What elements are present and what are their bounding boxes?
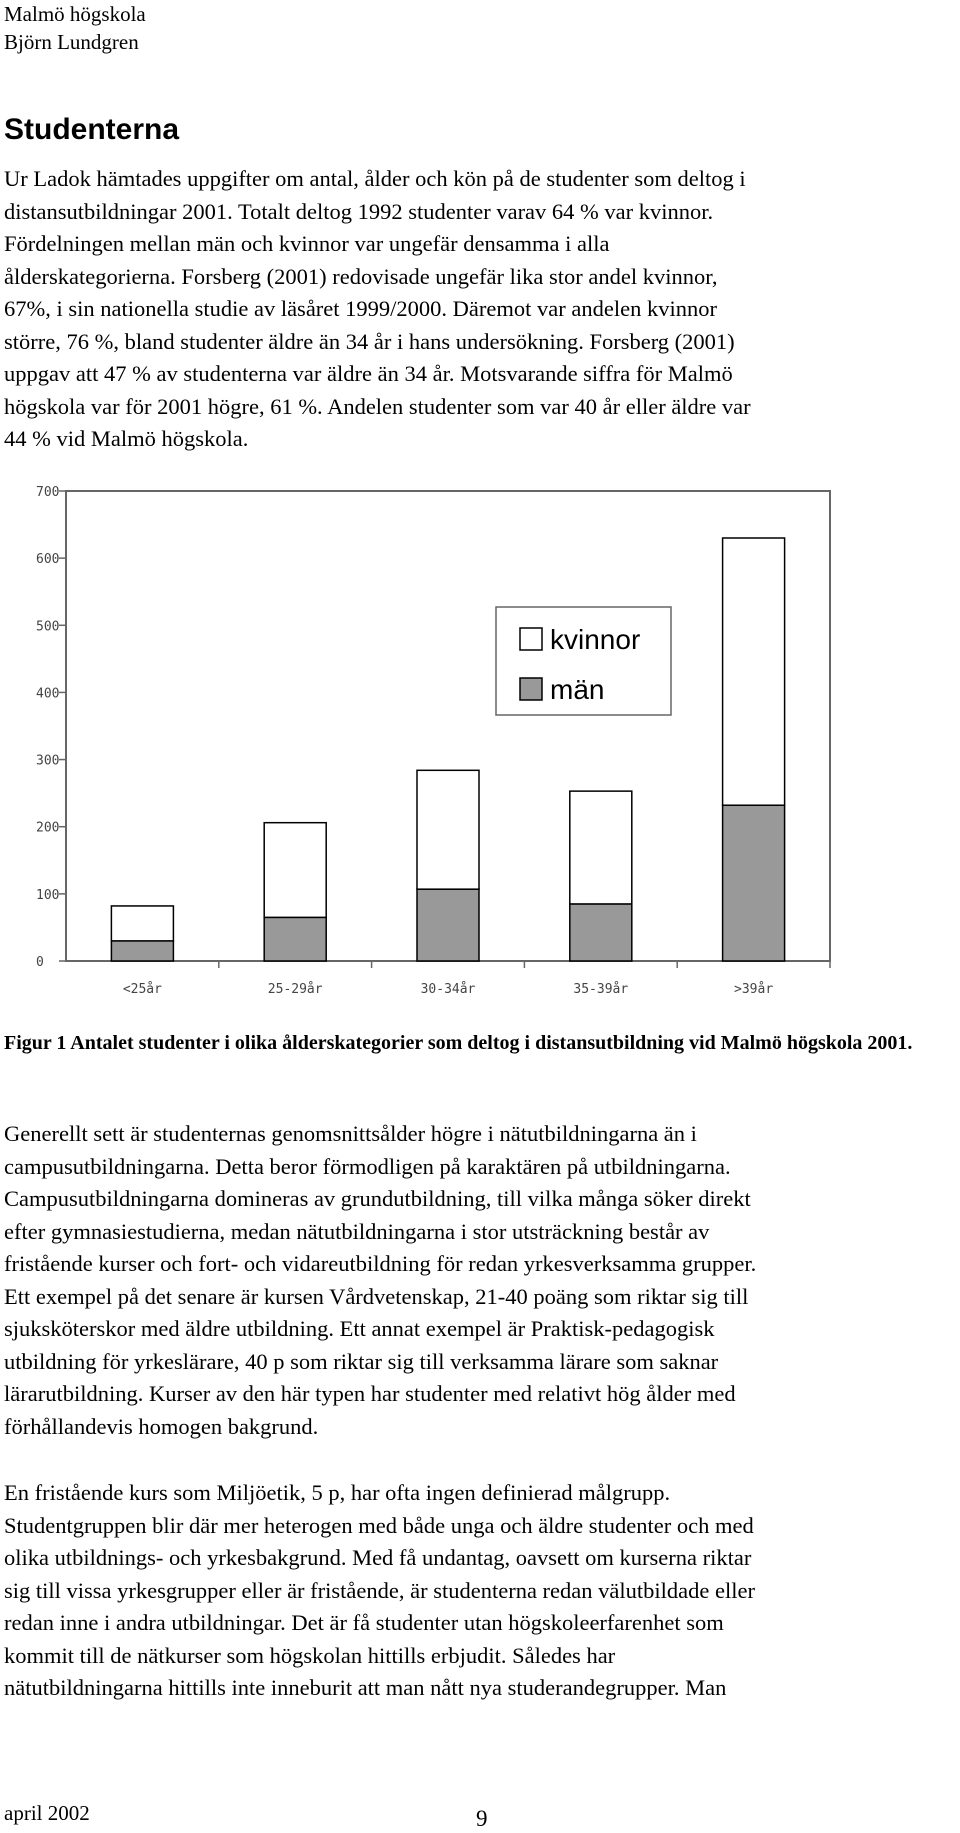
chart bbox=[0, 470, 960, 1010]
bar-man-4 bbox=[723, 805, 785, 961]
y-tick-label: 700 bbox=[36, 485, 60, 500]
page-number: 9 bbox=[476, 1806, 488, 1831]
text-line: 67%, i sin nationella studie av läsåret 1999/2000. Däremot var andelen kvinnor bbox=[4, 296, 717, 321]
text-line: En fristående kurs som Miljöetik, 5 p, har ofta ingen definierad målgrupp. bbox=[4, 1480, 671, 1505]
text-line: fristående kurser och fort- och vidareutbildning för redan yrkesverksamma grupper. bbox=[4, 1251, 757, 1276]
bar-chart bbox=[0, 470, 960, 1010]
text-line: större, 76 %, bland studenter äldre än 34 år i hans undersökning. Forsberg (2001) bbox=[4, 328, 735, 354]
y-tick-label: 300 bbox=[36, 753, 60, 769]
text-line: ålderskategorierna. Forsberg (2001) redovisade ungefär lika stor andel kvinnor, bbox=[4, 263, 718, 289]
text-line: redan inne i andra utbildningar. Det är få studenter utan högskoleerfarenhet som bbox=[4, 1610, 724, 1635]
text-line: Campusutbildningarna domineras av grundutbildning, till vilka många söker direkt bbox=[4, 1186, 751, 1211]
text-line: Studentgruppen blir där mer heterogen med både unga och äldre studenter och med bbox=[4, 1512, 754, 1538]
y-tick-label: 0 bbox=[36, 955, 44, 970]
text-line: högskola var för 2001 högre, 61 %. Andelen studenter som var 40 år eller äldre var bbox=[4, 393, 751, 419]
text-line: nätutbildningarna hittills inte inneburit att man nått nya studerandegrupper. Man bbox=[4, 1675, 727, 1700]
bar-kvinnor-4 bbox=[723, 538, 785, 805]
text-line: efter gymnasiestudierna, medan nätutbildningarna i stor utsträckning består av bbox=[4, 1218, 710, 1244]
text-line: lärarutbildning. Kurser av den här typen har studenter med relativt hög ålder med bbox=[4, 1381, 736, 1406]
text-line: utbildning för yrkeslärare, 40 p som riktar sig till verksamma lärare som saknar bbox=[4, 1348, 719, 1374]
bar-kvinnor-0 bbox=[111, 906, 173, 941]
text-line: Generellt sett är studenternas genomsnittsålder högre i nätutbildningarna än i bbox=[4, 1121, 697, 1146]
x-tick-label: 25-29år bbox=[267, 982, 323, 997]
section-title: Studenterna bbox=[4, 113, 180, 146]
legend-swatch-kvinnor bbox=[520, 628, 542, 650]
text-line: olika utbildnings- och yrkesbakgrund. Med få undantag, oavsett om kurserna riktar bbox=[4, 1545, 752, 1570]
figure-caption: Figur 1 Antalet studenter i olika ålderskategorier som deltog i distansutbildning vid Malmö högskola 2001. bbox=[4, 1032, 913, 1054]
bar-man-2 bbox=[417, 889, 479, 961]
bar-kvinnor-1 bbox=[264, 823, 326, 918]
y-tick-label: 400 bbox=[36, 686, 60, 702]
text-line: Ur Ladok hämtades uppgifter om antal, ålder och kön på de studenter som deltog i bbox=[4, 166, 746, 191]
legend-label: män bbox=[550, 674, 605, 705]
text-line: Fördelningen mellan män och kvinnor var ungefär densamma i alla bbox=[4, 231, 610, 256]
bar-man-1 bbox=[264, 917, 326, 961]
page-header bbox=[4, 0, 146, 56]
paragraph-2 bbox=[4, 1118, 956, 1443]
text-line: 44 % vid Malmö högskola. bbox=[4, 426, 249, 451]
text-line: kommit till de nätkurser som högskolan hittills erbjudit. Således har bbox=[4, 1642, 616, 1668]
x-tick-label: >39år bbox=[734, 982, 774, 997]
text-line: uppgav att 47 % av studenterna var äldre än 34 år. Motsvarande siffra för Malmö bbox=[4, 361, 733, 386]
y-tick-label: 600 bbox=[36, 552, 60, 568]
x-tick-label: 35-39år bbox=[573, 982, 629, 997]
text-line: sjuksköterskor med äldre utbildning. Ett annat exempel är Praktisk-pedagogisk bbox=[4, 1316, 715, 1341]
legend-swatch-man bbox=[520, 678, 542, 700]
header-institution: Malmö högskola bbox=[4, 2, 146, 26]
text-line: sig till vissa yrkesgrupper eller är fristående, är studenterna redan välutbildade eller bbox=[4, 1577, 755, 1603]
bar-man-0 bbox=[111, 941, 173, 961]
footer-date: april 2002 bbox=[4, 1801, 90, 1825]
bar-kvinnor-2 bbox=[417, 770, 479, 889]
y-tick-label: 500 bbox=[36, 619, 60, 635]
paragraph-3 bbox=[4, 1477, 956, 1705]
bar-man-3 bbox=[570, 904, 632, 961]
y-tick-label: 200 bbox=[36, 820, 60, 836]
text-line: distansutbildningar 2001. Totalt deltog 1992 studenter varav 64 % var kvinnor. bbox=[4, 198, 714, 224]
text-line: förhållandevis homogen bakgrund. bbox=[4, 1413, 319, 1439]
text-line: Ett exempel på det senare är kursen Vårdvetenskap, 21-40 poäng som riktar sig till bbox=[4, 1283, 749, 1309]
legend-label: kvinnor bbox=[550, 624, 641, 655]
paragraph-1 bbox=[4, 163, 956, 456]
text-line: campusutbildningarna. Detta beror förmodligen på karaktären på utbildningarna. bbox=[4, 1153, 731, 1179]
bar-kvinnor-3 bbox=[570, 791, 632, 904]
header-author: Björn Lundgren bbox=[4, 30, 139, 54]
x-tick-label: <25år bbox=[122, 982, 162, 997]
y-tick-label: 100 bbox=[36, 887, 60, 903]
x-tick-label: 30-34år bbox=[420, 982, 476, 997]
